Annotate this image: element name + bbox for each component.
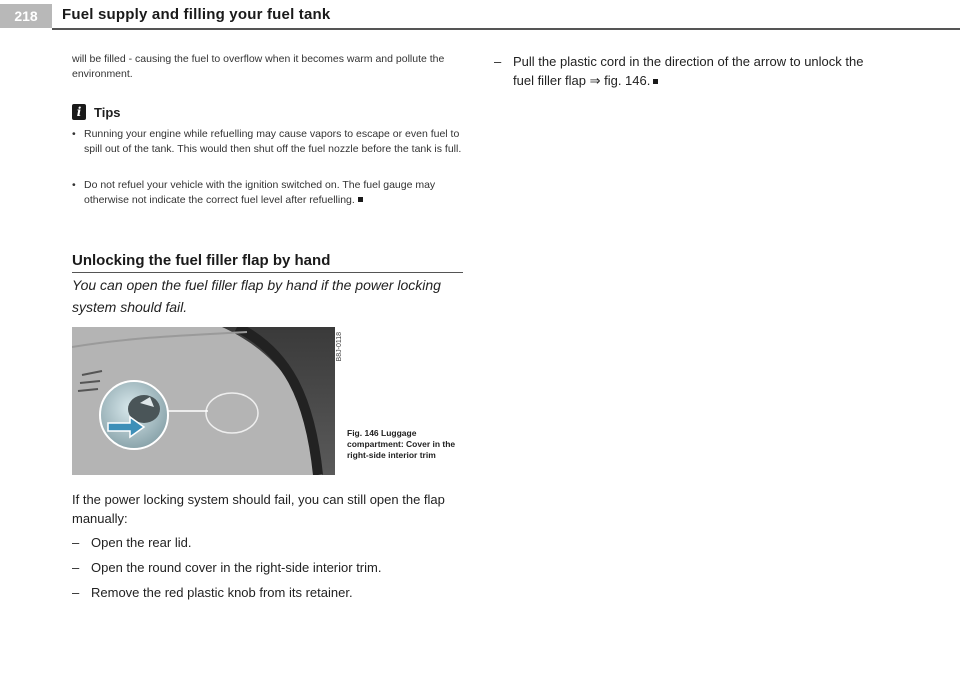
tips-label: Tips bbox=[94, 104, 121, 120]
tip-item bbox=[72, 127, 468, 157]
section-title: Unlocking the fuel filler flap by hand bbox=[72, 252, 463, 273]
dash-icon: – bbox=[72, 535, 80, 550]
dash-icon: – bbox=[72, 585, 80, 600]
end-mark-icon bbox=[358, 197, 363, 202]
bullet-icon: • bbox=[72, 128, 76, 140]
step-item bbox=[72, 583, 472, 602]
intro-paragraph: will be filled - causing the fuel to overflow when it becomes warm and pollute the environment. bbox=[72, 53, 445, 80]
body-paragraph: If the power locking system should fail, you can still open the flap manually: bbox=[72, 492, 445, 526]
figure-code: B8J-0118 bbox=[336, 332, 343, 362]
bullet-icon: • bbox=[72, 179, 76, 191]
section-lead: You can open the fuel filler flap by hand if the power locking system should fail. bbox=[72, 277, 441, 315]
page-header bbox=[0, 0, 960, 30]
figure-caption: Fig. 146 Luggage compartment: Cover in the right-side interior trim bbox=[347, 428, 456, 460]
dash-icon: – bbox=[494, 54, 502, 69]
step-item bbox=[494, 52, 874, 90]
step-item bbox=[72, 533, 472, 552]
dash-icon: – bbox=[72, 560, 80, 575]
step-text: Remove the red plastic knob from its retainer. bbox=[91, 585, 353, 600]
step-item bbox=[72, 558, 472, 577]
info-icon: i bbox=[72, 104, 86, 120]
page-number: 218 bbox=[0, 4, 52, 28]
figure-illustration bbox=[72, 327, 335, 475]
tips-heading bbox=[72, 104, 121, 120]
header-rule bbox=[52, 28, 960, 30]
tip-item bbox=[72, 178, 468, 208]
step-text: Pull the plastic cord in the direction of the arrow to unlock the fuel filler flap ⇒ fig. 146. bbox=[513, 54, 864, 88]
chapter-title: Fuel supply and filling your fuel tank bbox=[62, 6, 331, 23]
tip-text: Do not refuel your vehicle with the ignition switched on. The fuel gauge may otherwise not indicate the correct fuel level after refuelling. bbox=[84, 179, 436, 206]
end-mark-icon bbox=[653, 79, 658, 84]
figure-image bbox=[72, 327, 335, 475]
tip-text: Running your engine while refuelling may cause vapors to escape or even fuel to spill out of the tank. This would then shut off the fuel nozzle before the tank is full. bbox=[84, 128, 462, 155]
step-text: Open the round cover in the right-side interior trim. bbox=[91, 560, 382, 575]
step-text: Open the rear lid. bbox=[91, 535, 192, 550]
